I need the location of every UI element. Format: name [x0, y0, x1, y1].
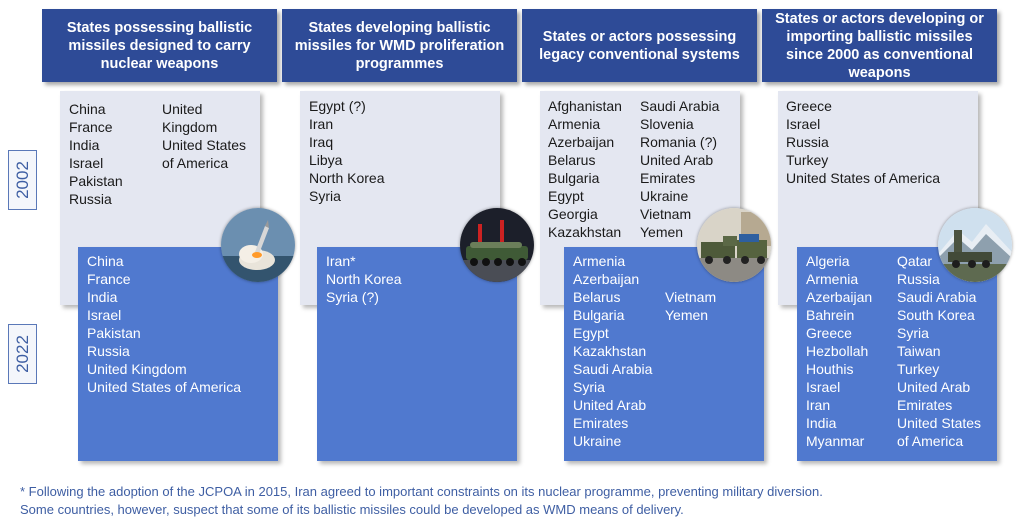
country-item: Russia [87, 343, 130, 359]
country-item: Hezbollah [806, 343, 869, 359]
country-item: Vietnam [665, 289, 717, 305]
country-item: Pakistan [87, 325, 141, 341]
country-item: Saudi Arabia [573, 361, 653, 377]
col3-2002-list-left [548, 97, 622, 241]
country-item: Azerbaijan [573, 271, 640, 287]
header-legacy-conventional [522, 9, 757, 82]
header-wmd-developers [282, 9, 517, 82]
country-item: United States [897, 415, 982, 431]
country-item: Iran [309, 116, 334, 132]
country-item: Qatar [897, 253, 933, 269]
country-item: Ukraine [640, 188, 689, 204]
country-item: Afghanistan [548, 98, 622, 114]
country-item: Syria [897, 325, 929, 341]
mountain-missile-launcher-photo [938, 208, 1012, 282]
military-truck-convoy-photo [697, 208, 771, 282]
country-item: Israel [87, 307, 122, 323]
country-item: Syria (?) [326, 289, 379, 305]
country-item: United Arab [897, 379, 971, 395]
country-item: Greece [806, 325, 852, 341]
footnote [20, 483, 1010, 519]
country-item: North Korea [309, 170, 385, 186]
country-item: United Arab [640, 152, 714, 168]
country-item: North Korea [326, 271, 402, 287]
country-item: Kingdom [162, 119, 218, 135]
header-nuclear-possessors [42, 9, 277, 82]
country-item: Russia [69, 191, 112, 207]
country-item: France [69, 119, 113, 135]
col4-2022-list-left [806, 252, 872, 450]
country-item: Emirates [573, 415, 629, 431]
country-item: Bahrein [806, 307, 855, 323]
country-item: Greece [786, 98, 832, 114]
country-item: Egypt [573, 325, 609, 341]
country-item: Pakistan [69, 173, 123, 189]
footnote-line-2: Some countries, however, suspect that some of its ballistic missiles could be developed as WMD means of delivery. [20, 502, 684, 517]
country-item: Iran [806, 397, 831, 413]
country-item: of America [162, 155, 229, 171]
country-item: Yemen [640, 224, 684, 240]
submarine-missile-launch-photo [221, 208, 295, 282]
country-item: Egypt [548, 188, 584, 204]
country-item: Iraq [309, 134, 334, 150]
col1-2022-list-left [87, 252, 241, 396]
col4-2002-list-left [786, 97, 940, 187]
year-label-2002: 2002 [8, 150, 37, 210]
footnote-line-1: * Following the adoption of the JCPOA in 2015, Iran agreed to important constraints on its nuclear programme, preventing military diversion. [20, 484, 823, 499]
country-item: India [87, 289, 118, 305]
country-item: Azerbaijan [806, 289, 873, 305]
country-item: Armenia [548, 116, 601, 132]
col2-2002-list-left [309, 97, 384, 205]
parade-missile-launcher-photo [460, 208, 534, 282]
country-item: Libya [309, 152, 343, 168]
country-item: Kazakhstan [573, 343, 647, 359]
country-item: Saudi Arabia [640, 98, 720, 114]
country-item: South Korea [897, 307, 975, 323]
header-text: States or actors developing or importing ballistic missiles since 2000 as conventional weapons [775, 10, 984, 81]
country-item: Yemen [665, 307, 709, 323]
country-item: United [162, 101, 203, 117]
country-item: Houthis [806, 361, 854, 377]
country-item: China [69, 101, 106, 117]
header-conventional-developers [762, 9, 997, 82]
col4-2022-list-right [897, 252, 981, 450]
country-item: Turkey [786, 152, 829, 168]
country-item: Romania (?) [640, 134, 718, 150]
col2-2022-list-left [326, 252, 401, 306]
col1-2002-list-right [162, 100, 246, 172]
country-item: United States [162, 137, 247, 153]
col3-2022-list-left [573, 252, 652, 450]
col1-2002-list-left [69, 100, 123, 208]
country-item: Emirates [897, 397, 953, 413]
country-item: Slovenia [640, 116, 694, 132]
header-text: States developing ballistic missiles for WMD proliferation programmes [294, 19, 505, 72]
country-item: Egypt (?) [309, 98, 366, 114]
country-item: United States of America [87, 379, 242, 395]
country-item: United Arab [573, 397, 647, 413]
country-item: Belarus [573, 289, 621, 305]
country-item: Russia [897, 271, 940, 287]
country-item: Bulgaria [573, 307, 625, 323]
country-item: Armenia [573, 253, 626, 269]
country-item: Israel [786, 116, 821, 132]
country-item: Israel [806, 379, 841, 395]
country-item: Iran* [326, 253, 356, 269]
country-item: United States of America [786, 170, 941, 186]
country-item: Ukraine [573, 433, 622, 449]
country-item: Georgia [548, 206, 598, 222]
country-item: United Kingdom [87, 361, 187, 377]
country-item: India [69, 137, 100, 153]
year-label-2022: 2022 [8, 324, 37, 384]
country-item: China [87, 253, 124, 269]
country-item: India [806, 415, 837, 431]
country-item: Belarus [548, 152, 596, 168]
country-item: Saudi Arabia [897, 289, 977, 305]
header-text: States or actors possessing legacy conventional systems [539, 28, 740, 63]
country-item: Bulgaria [548, 170, 600, 186]
country-item: Russia [786, 134, 829, 150]
country-item: Syria [309, 188, 341, 204]
country-item: Emirates [640, 170, 696, 186]
country-item: France [87, 271, 131, 287]
country-item: of America [897, 433, 964, 449]
country-item: Myanmar [806, 433, 865, 449]
country-item: Israel [69, 155, 104, 171]
country-item: Armenia [806, 271, 859, 287]
country-item: Kazakhstan [548, 224, 622, 240]
country-item: Algeria [806, 253, 850, 269]
country-item: Azerbaijan [548, 134, 615, 150]
country-item: Vietnam [640, 206, 692, 222]
country-item: Syria [573, 379, 605, 395]
header-text: States possessing ballistic missiles designed to carry nuclear weapons [66, 19, 253, 72]
country-item: Turkey [897, 361, 940, 377]
col3-2022-list-right [665, 288, 716, 324]
country-item: Taiwan [897, 343, 941, 359]
